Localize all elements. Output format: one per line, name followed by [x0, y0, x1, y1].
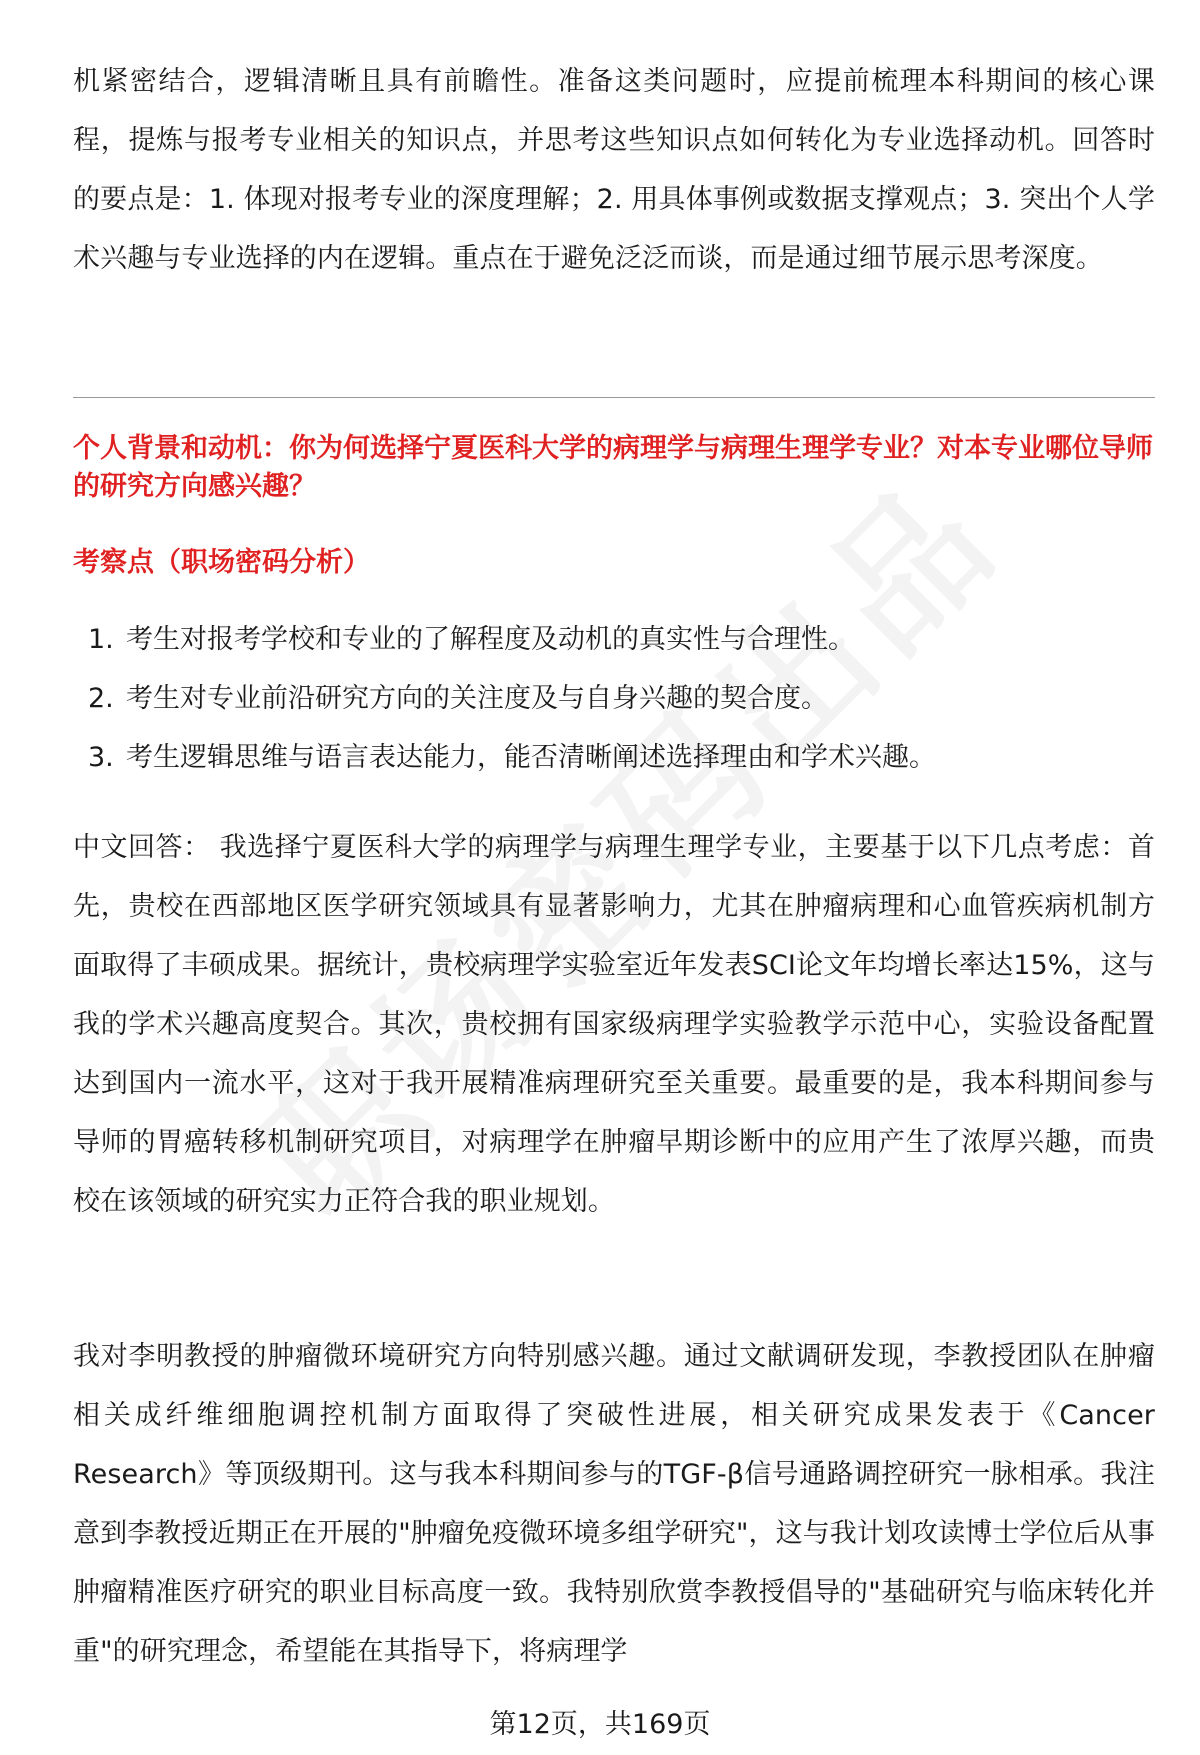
list-item-number: 2.	[88, 683, 114, 714]
list-item-number: 3.	[88, 742, 114, 773]
list-item-text: 考生对专业前沿研究方向的关注度及与自身兴趣的契合度。	[126, 683, 828, 714]
list-item-number: 1.	[88, 624, 114, 655]
list-item-text: 考生对报考学校和专业的了解程度及动机的真实性与合理性。	[126, 624, 855, 655]
list-item	[73, 669, 1155, 728]
exam-points-list	[73, 610, 1155, 787]
list-item	[73, 728, 1155, 787]
answer-section	[73, 818, 1155, 1231]
answer-paragraph-1: 中文回答： 我选择宁夏医科大学的病理学与病理生理学专业，主要基于以下几点考虑：首先，贵校在西部地区医学研究领域具有显著影响力，尤其在肿瘤病理和心血管疾病机制方面取得了丰硕成果。据统计，贵校病理学实验室近年发表SCI论文年均增长率达15%，这与我的学术兴趣高度契合。其次，贵校拥有国家级病理学实验教学示范中心，实验设备配置达到国内一流水平，这对于我开展精准病理研究至关重要。最重要的是，我本科期间参与导师的胃癌转移机制研究项目，对病理学在肿瘤早期诊断中的应用产生了浓厚兴趣，而贵校在该领域的研究实力正符合我的职业规划。	[73, 832, 1155, 1217]
section-divider	[73, 397, 1155, 398]
list-item-text: 考生逻辑思维与语言表达能力，能否清晰阐述选择理由和学术兴趣。	[126, 742, 936, 773]
answer-section-2	[73, 1327, 1155, 1681]
list-item	[73, 610, 1155, 669]
answer-paragraph-2: 我对李明教授的肿瘤微环境研究方向特别感兴趣。通过文献调研发现，李教授团队在肿瘤相关成纤维细胞调控机制方面取得了突破性进展，相关研究成果发表于《Cancer Research》等顶级期刊。这与我本科期间参与的TGF-β信号通路调控研究一脉相承。我注意到李教授近期正在开展的"肿瘤免疫微环境多组学研究"，这与我计划攻读博士学位后从事肿瘤精准医疗研究的职业目标高度一致。我特别欣赏李教授倡导的"基础研究与临床转化并重"的研究理念，希望能在其指导下，将病理学	[73, 1341, 1155, 1667]
intro-paragraph: 机紧密结合，逻辑清晰且具有前瞻性。准备这类问题时，应提前梳理本科期间的核心课程，提炼与报考专业相关的知识点，并思考这些知识点如何转化为专业选择动机。回答时的要点是：1. 体现对报考专业的深度理解；2. 用具体事例或数据支撑观点；3. 突出个人学术兴趣与专业选择的内在逻辑。重点在于避免泛泛而谈，而是通过细节展示思考深度。	[73, 66, 1155, 274]
exam-points-heading: 考察点（职场密码分析）	[73, 547, 370, 578]
intro-section	[73, 52, 1155, 288]
question-heading: 个人背景和动机：你为何选择宁夏医科大学的病理学与病理生理学专业？对本专业哪位导师的研究方向感兴趣？	[73, 433, 1153, 502]
page-number: 第12页，共169页	[489, 1709, 711, 1740]
